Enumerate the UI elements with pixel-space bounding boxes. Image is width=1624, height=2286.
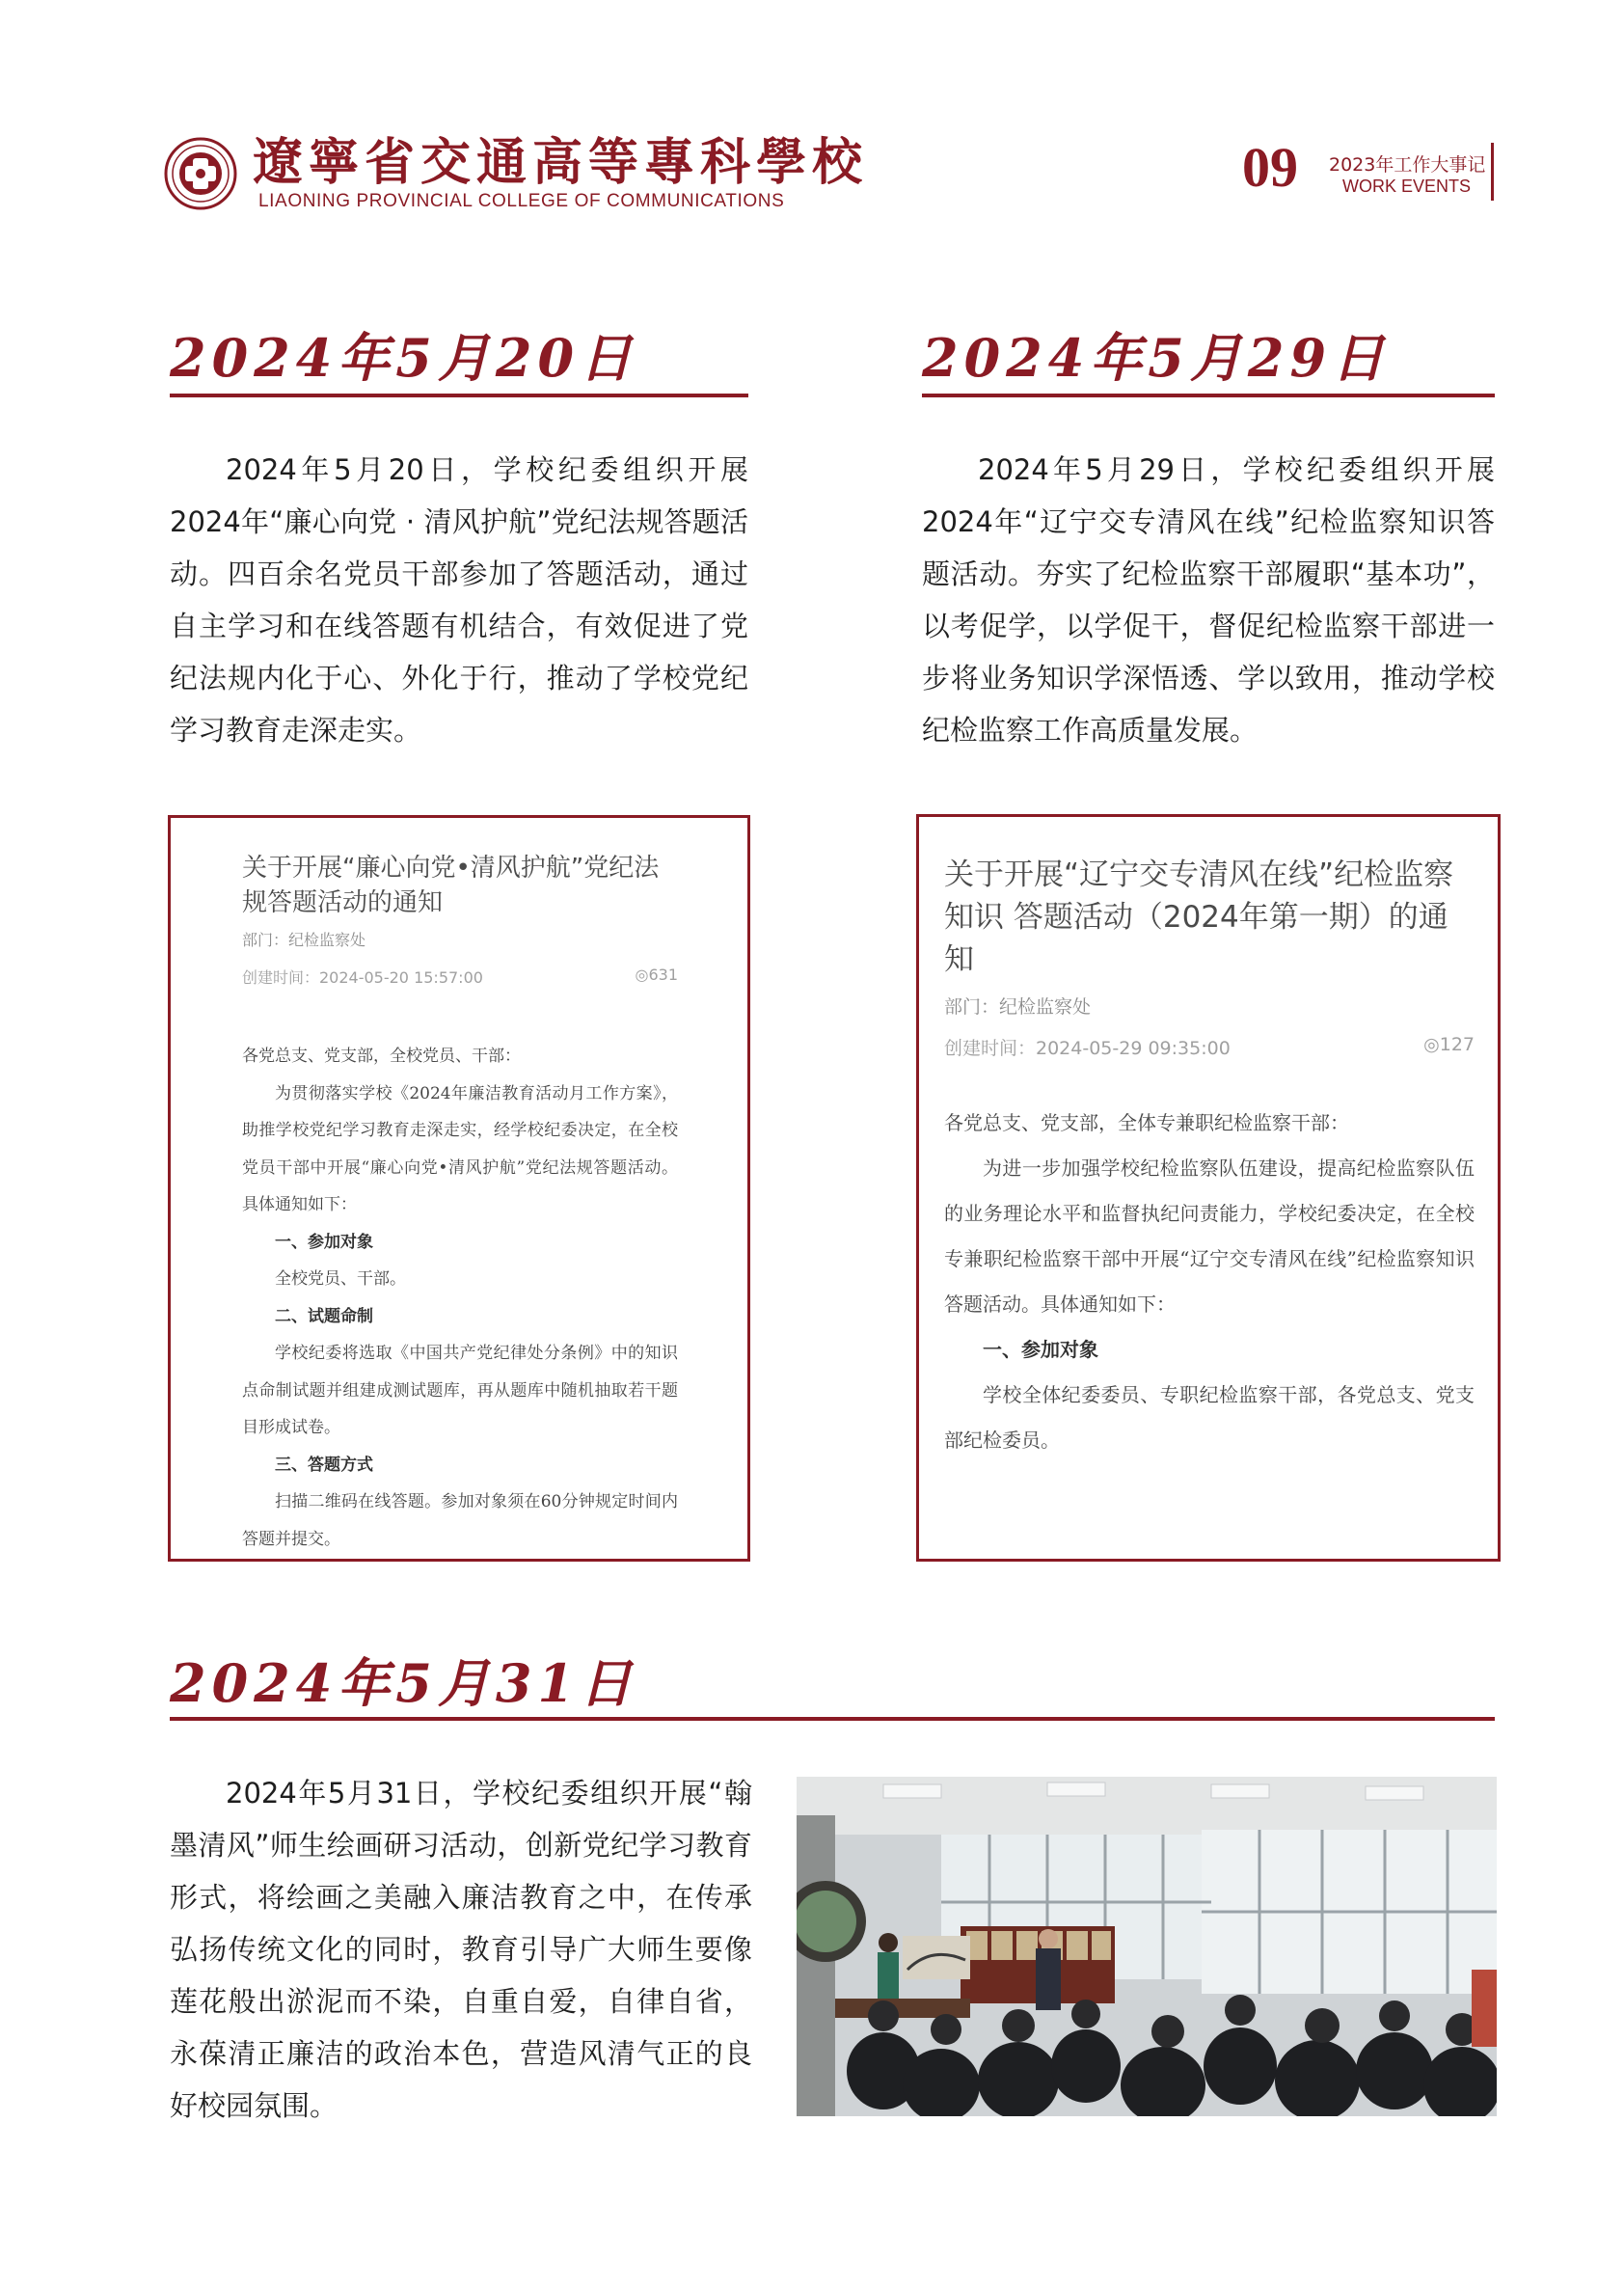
notice-subheading: 一、参加对象	[983, 1338, 1098, 1361]
notice-department: 部门：纪检监察处	[242, 931, 366, 949]
notice-paragraph: 学校全体纪委委员、专职纪检监察干部，各党总支、党支部纪检委员。	[944, 1383, 1475, 1452]
eye-icon: ◎	[1423, 1034, 1440, 1055]
notice-title: 关于开展“辽宁交专清风在线”纪检监察知识 答题活动（2024年第一期）的通知	[944, 857, 1454, 977]
notice-body	[944, 1101, 1475, 1463]
notice-created-time: 创建时间：2024-05-29 09:35:00	[944, 1038, 1231, 1059]
event-photo	[797, 1777, 1497, 2116]
section-date: 2024年5月20日	[170, 327, 638, 389]
section-rule	[922, 394, 1495, 397]
notice-subheading: 一、参加对象	[275, 1232, 373, 1252]
section-paragraph: 2024年5月20日，学校纪委组织开展2024年“廉心向党 · 清风护航”党纪法规答题活动。四百余名党员干部参加了答题活动，通过自主学习和在线答题有机结合，有效促进了党纪法规内化于心、外化于行，推动了学校党纪学习教育走深走实。	[170, 453, 748, 747]
notice-title: 关于开展“廉心向党•清风护航”党纪法规答题活动的通知	[242, 854, 660, 917]
notice-salutation: 各党总支、党支部，全校党员、干部：	[242, 1047, 521, 1066]
section-rule	[170, 394, 748, 397]
notice-body	[242, 1038, 678, 1558]
eye-icon: ◎	[635, 966, 649, 984]
notice-paragraph: 为进一步加强学校纪检监察队伍建设，提高纪检监察队伍的业务理论水平和监督执纪问责能力，学校纪委决定，在全校专兼职纪检监察干部中开展“辽宁交专清风在线”纪检监察知识答题活动。具体通知如下：	[944, 1157, 1475, 1316]
notice-paragraph: 为贯彻落实学校《2024年廉洁教育活动月工作方案》，助推学校党纪学习教育走深走实，经学校纪委决定，在全校党员干部中开展“廉心向党•清风护航”党纪法规答题活动。具体通知如下：	[242, 1083, 678, 1214]
notice-views	[1423, 1034, 1475, 1060]
school-seal-logo	[164, 137, 237, 210]
header-divider	[1491, 143, 1494, 201]
notice-view-count: 631	[648, 966, 678, 984]
notice-view-count: 127	[1439, 1034, 1475, 1055]
notice-salutation: 各党总支、党支部，全体专兼职纪检监察干部：	[944, 1111, 1349, 1134]
school-name-cn: 遼寧省交通高等專科學校	[253, 133, 869, 192]
section-title-cn: 2023年工作大事记	[1329, 154, 1486, 176]
notice-views	[635, 966, 678, 988]
section-paragraph: 2024年5月31日，学校纪委组织开展“翰墨清风”师生绘画研习活动，创新党纪学习教育形式，将绘画之美融入廉洁教育之中，在传承弘扬传统文化的同时，教育引导广大师生要像莲花般出淤泥而不染，自重自爱，自律自省，永葆清正廉洁的政治本色，营造风清气正的良好校园氛围。	[170, 1777, 752, 2122]
section-title-en: WORK EVENTS	[1342, 177, 1472, 196]
notice-created-time: 创建时间：2024-05-20 15:57:00	[242, 968, 483, 987]
section-paragraph: 2024年5月29日，学校纪委组织开展2024年“辽宁交专清风在线”纪检监察知识答题活动。夯实了纪检监察干部履职“基本功”，以考促学，以学促干，督促纪检监察干部进一步将业务知识学深悟透、学以致用，推动学校纪检监察工作高质量发展。	[922, 453, 1495, 747]
page-number: 09	[1242, 136, 1298, 199]
notice-paragraph: 扫描二维码在线答题。参加对象须在60分钟规定时间内答题并提交。	[242, 1492, 678, 1549]
notice-subheading: 三、答题方式	[275, 1455, 373, 1475]
section-rule	[170, 1717, 1495, 1721]
notice-screenshot	[168, 815, 750, 1562]
notice-paragraph: 学校纪委将选取《中国共产党纪律处分条例》中的知识点命制试题并组建成测试题库，再从题库中随机抽取若干题目形成试卷。	[242, 1344, 678, 1437]
school-name-en: LIAONING PROVINCIAL COLLEGE OF COMMUNICATIONS	[258, 191, 785, 211]
notice-subheading: 二、试题命制	[275, 1306, 373, 1326]
section-date: 2024年5月29日	[922, 327, 1391, 389]
notice-department: 部门：纪检监察处	[944, 996, 1092, 1018]
notice-screenshot	[916, 814, 1501, 1562]
section-date: 2024年5月31日	[170, 1652, 638, 1714]
notice-paragraph: 全校党员、干部。	[275, 1269, 406, 1289]
